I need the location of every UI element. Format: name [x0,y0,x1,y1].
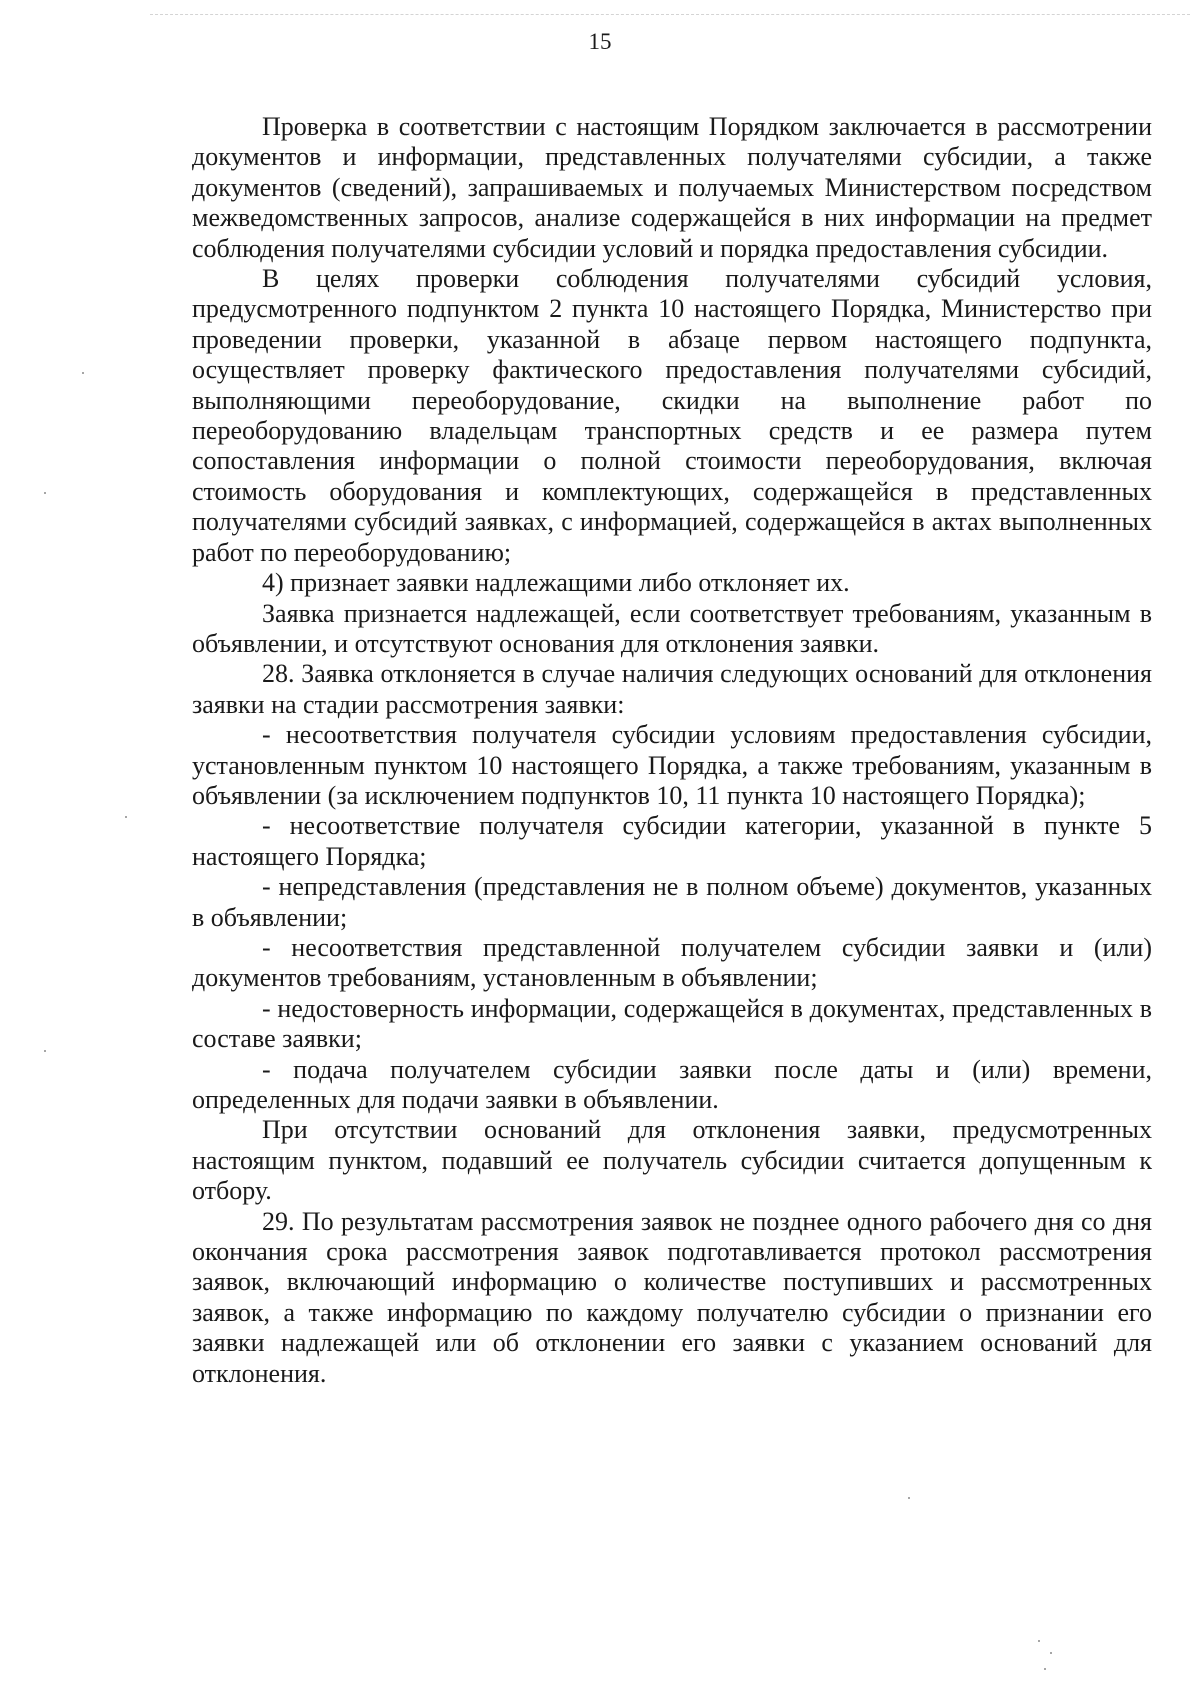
list-item-category-mismatch: - несоответствие получателя субсидии категории, указанной в пункте 5 настоящего Порядка; [192,811,1152,871]
list-item-document-requirements: - несоответствия представленной получателем субсидии заявки и (или) документов требованиям, установленным в объявлении; [192,932,1152,993]
list-item-late-submission: - подача получателем субсидии заявки после даты и (или) времени, определенных для подачи заявки в объявлении. [192,1054,1152,1114]
scan-speck [125,816,127,818]
scan-speck [1044,1668,1046,1670]
scan-speck [82,372,84,374]
scan-speck [908,1497,910,1499]
page-number: 15 [588,29,612,54]
list-item-missing-documents: - непредставления (представления не в полном объеме) документов, указанных в объявлении; [192,872,1152,932]
scan-speck [44,1050,46,1052]
scan-speck [1038,1640,1040,1642]
paragraph-clause-28: 28. Заявка отклоняется в случае наличия следующих оснований для отклонения заявки на стадии рассмотрения заявки: [192,659,1152,719]
paragraph-discount-verification: В целях проверки соблюдения получателями субсидий условия, предусмотренного подпунктом 2 пункта 10 настоящего Порядка, Министерство при проведении проверки, указанной в абзаце первом настоящего подпункта, осуществляет проверку фактического предоставления получателями субсидий, выполняющими переоборудование, скидки на выполнение работ по переоборудованию владельцам транспортных средств и ее размера путем сопоставления информации о полной стоимости переоборудования, включая стоимость оборудования и комплектующих, содержащейся в представленных получателями субсидий заявках, с информацией, содержащейся в актах выполненных работ по переоборудованию; [192,264,1152,567]
scan-edge-line [150,14,1190,15]
scan-speck [1050,1652,1052,1654]
document-body [192,112,1152,1389]
list-item-false-information: - недостоверность информации, содержащейся в документах, представленных в составе заявки; [192,993,1152,1054]
list-item-nonconformity-conditions: - несоответствия получателя субсидии условиям предоставления субсидии, установленным пунктом 10 настоящего Порядка, а также требованиям, указанным в объявлении (за исключением подпунктов 10, 11 пункта 10 настоящего Порядка); [192,720,1152,810]
paragraph-item-4: 4) признает заявки надлежащими либо отклоняет их. [262,568,850,598]
paragraph-clause-29: 29. По результатам рассмотрения заявок не позднее одного рабочего дня со дня окончания срока рассмотрения заявок подготавливается протокол рассмотрения заявок, включающий информацию о количестве поступивших и рассмотренных заявок, а также информацию по каждому получателю субсидии о признании его заявки надлежащей или об отклонении его заявки с указанием оснований для отклонения. [192,1206,1152,1388]
paragraph-admitted-to-selection: При отсутствии оснований для отклонения заявки, предусмотренных настоящим пунктом, подавший ее получатель субсидии считается допущенным к отбору. [192,1115,1152,1206]
scan-speck [44,492,46,494]
paragraph-check-scope: Проверка в соответствии с настоящим Порядком заключается в рассмотрении документов и информации, представленных получателями субсидии, а также документов (сведений), запрашиваемых и получаемых Министерством посредством межведомственных запросов, анализе содержащейся в них информации на предмет соблюдения получателями субсидии условий и порядка предоставления субсидии. [192,112,1152,263]
paragraph-proper-application: Заявка признается надлежащей, если соответствует требованиям, указанным в объявлении, и отсутствуют основания для отклонения заявки. [192,598,1152,658]
